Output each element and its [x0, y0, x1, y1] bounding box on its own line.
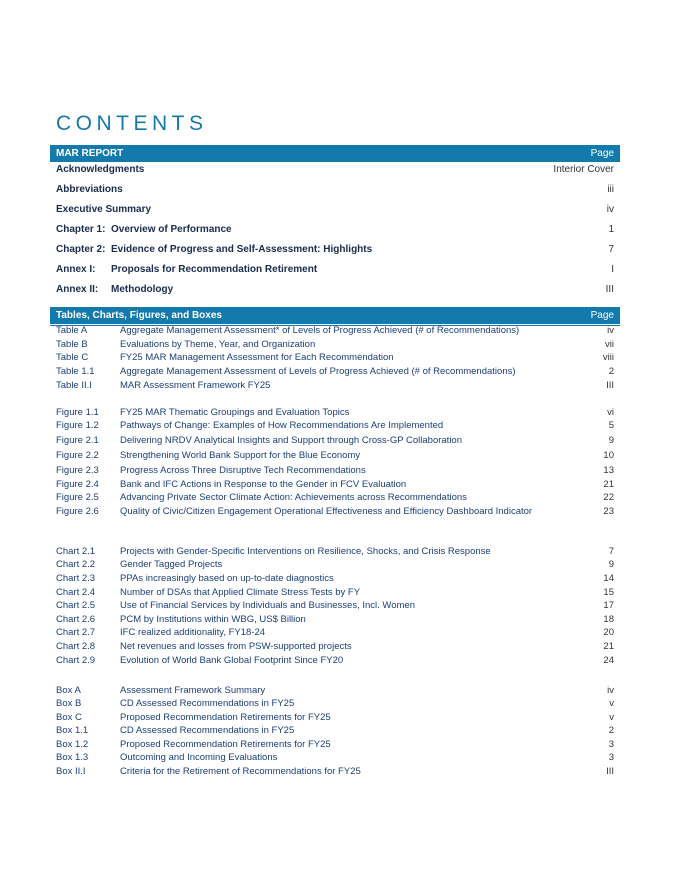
toc-entry-label: Figure 2.2	[56, 450, 99, 461]
toc-entry-title: Evolution of World Bank Global Footprint Since FY20	[120, 655, 344, 666]
toc-entry-figure[interactable]	[56, 420, 614, 433]
mar-report-header	[50, 145, 620, 162]
toc-entry-title: Proposed Recommendation Retirements for FY25	[120, 712, 331, 723]
toc-entry-table[interactable]	[56, 380, 614, 393]
toc-entry-title: Evaluations by Theme, Year, and Organization	[120, 339, 316, 350]
toc-entry-figure[interactable]	[56, 407, 614, 420]
toc-entry-label: Box II.I	[56, 766, 86, 777]
toc-entry-chart[interactable]	[56, 614, 614, 627]
toc-entry-table[interactable]	[56, 325, 614, 338]
toc-entry-chart[interactable]	[56, 546, 614, 559]
toc-entry-label: Acknowledgments	[56, 164, 145, 175]
toc-entry-page: 5	[608, 420, 614, 431]
toc-entry-title: Criteria for the Retirement of Recommendations for FY25	[120, 766, 361, 777]
mar-report-page-header: Page	[590, 148, 614, 159]
toc-entry-page: 21	[603, 641, 614, 652]
toc-entry-page: 10	[603, 450, 614, 461]
toc-entry-box[interactable]	[56, 698, 614, 711]
toc-entry-label: Chart 2.8	[56, 641, 96, 652]
toc-entry-label: Figure 2.4	[56, 479, 99, 490]
toc-entry-label: Box 1.3	[56, 752, 89, 763]
toc-entry-page: 18	[603, 614, 614, 625]
toc-entry-label: Figure 1.2	[56, 420, 99, 431]
toc-entry-label: Table B	[56, 339, 88, 350]
toc-entry-title: Projects with Gender-Specific Interventions on Resilience, Shocks, and Crisis Response	[120, 546, 491, 557]
toc-entry-annex-1[interactable]	[56, 264, 614, 278]
toc-entry-page: 3	[608, 752, 614, 763]
toc-entry-chart[interactable]	[56, 573, 614, 586]
toc-entry-label: Box 1.1	[56, 725, 89, 736]
toc-entry-title: Evidence of Progress and Self-Assessment: Highlights	[111, 244, 373, 255]
toc-entry-chart[interactable]	[56, 627, 614, 640]
toc-entry-label: Table C	[56, 352, 89, 363]
toc-entry-page: 7	[608, 244, 614, 255]
toc-entry-label: Chart 2.2	[56, 559, 96, 570]
toc-entry-label: Figure 2.6	[56, 506, 99, 517]
toc-entry-title: PCM by Institutions within WBG, US$ Billion	[120, 614, 306, 625]
toc-entry-label: Chart 2.9	[56, 655, 96, 666]
toc-entry-page: 2	[608, 725, 614, 736]
toc-entry-title: Proposals for Recommendation Retirement	[111, 264, 318, 275]
toc-entry-title: Methodology	[111, 284, 174, 295]
toc-entry-label: Box A	[56, 685, 81, 696]
toc-entry-page: 13	[603, 465, 614, 476]
toc-entry-title: FY25 MAR Thematic Groupings and Evaluation Topics	[120, 407, 350, 418]
toc-entry-title: Assessment Framework Summary	[120, 685, 266, 696]
toc-entry-title: IFC realized additionality, FY18-24	[120, 627, 266, 638]
toc-entry-label: Annex I:	[56, 264, 96, 275]
toc-entry-executive-summary[interactable]	[56, 204, 614, 218]
toc-entry-label: Figure 1.1	[56, 407, 99, 418]
toc-entry-title: Strengthening World Bank Support for the Blue Economy	[120, 450, 361, 461]
toc-entry-page: III	[606, 766, 614, 777]
toc-entry-title: Quality of Civic/Citizen Engagement Operational Effectiveness and Efficiency Dashboard Indicator	[120, 506, 533, 517]
toc-entry-page: 2	[608, 366, 614, 377]
toc-entry-label: Figure 2.3	[56, 465, 99, 476]
toc-entry-chart[interactable]	[56, 600, 614, 613]
toc-entry-page: iv	[607, 325, 614, 336]
toc-entry-box[interactable]	[56, 712, 614, 725]
toc-entry-page: iv	[607, 685, 614, 696]
toc-entry-title: Use of Financial Services by Individuals and Businesses, Incl. Women	[120, 600, 415, 611]
toc-entry-title: Gender Tagged Projects	[120, 559, 223, 570]
toc-entry-title: Aggregate Management Assessment* of Levels of Progress Achieved (# of Recommendations)	[120, 325, 520, 336]
toc-entry-page: III	[606, 380, 614, 391]
toc-entry-label: Chart 2.6	[56, 614, 96, 625]
toc-entry-chart[interactable]	[56, 655, 614, 668]
toc-entry-page: I	[611, 264, 614, 275]
toc-entry-figure[interactable]	[56, 450, 614, 463]
toc-entry-label: Box 1.2	[56, 739, 89, 750]
tables-section-page-header: Page	[590, 310, 614, 321]
toc-entry-abbreviations[interactable]	[56, 184, 614, 198]
toc-entry-page: 24	[603, 655, 614, 666]
toc-entry-figure[interactable]	[56, 435, 614, 448]
toc-entry-chart[interactable]	[56, 559, 614, 572]
toc-entry-page: vii	[605, 339, 614, 350]
toc-entry-title: Aggregate Management Assessment of Levels of Progress Achieved (# of Recommendations)	[120, 366, 516, 377]
toc-entry-box[interactable]	[56, 725, 614, 738]
toc-entry-title: CD Assessed Recommendations in FY25	[120, 698, 295, 709]
toc-entry-page: 9	[608, 559, 614, 570]
toc-entry-title: Delivering NRDV Analytical Insights and Support through Cross-GP Collaboration	[120, 435, 462, 446]
toc-entry-title: CD Assessed Recommendations in FY25	[120, 725, 295, 736]
toc-entry-label: Annex II:	[56, 284, 99, 295]
tables-section-header	[50, 307, 620, 324]
toc-entry-label: Abbreviations	[56, 184, 123, 195]
toc-entry-title: Pathways of Change: Examples of How Recommendations Are Implemented	[120, 420, 444, 431]
toc-entry-label: Figure 2.1	[56, 435, 99, 446]
toc-entry-title: Advancing Private Sector Climate Action: Achievements across Recommendations	[120, 492, 467, 503]
toc-entry-box[interactable]	[56, 739, 614, 752]
toc-entry-label: Chapter 1:	[56, 224, 106, 235]
toc-entry-title: Bank and IFC Actions in Response to the Gender in FCV Evaluation	[120, 479, 407, 490]
toc-entry-title: FY25 MAR Management Assessment for Each Recommendation	[120, 352, 394, 363]
toc-entry-chart[interactable]	[56, 641, 614, 654]
toc-entry-page: 3	[608, 739, 614, 750]
toc-entry-label: Table 1.1	[56, 366, 95, 377]
toc-entry-page: 22	[603, 492, 614, 503]
toc-entry-title: MAR Assessment Framework FY25	[120, 380, 271, 391]
toc-entry-page: 14	[603, 573, 614, 584]
toc-entry-title: Proposed Recommendation Retirements for FY25	[120, 739, 331, 750]
toc-entry-page: vi	[607, 407, 614, 418]
toc-entry-page: iv	[606, 204, 614, 215]
page-title: CONTENTS	[56, 112, 208, 135]
toc-entry-figure[interactable]	[56, 465, 614, 478]
toc-entry-box[interactable]	[56, 752, 614, 765]
toc-entry-title: PPAs increasingly based on up-to-date diagnostics	[120, 573, 334, 584]
toc-entry-title: Progress Across Three Disruptive Tech Recommendations	[120, 465, 366, 476]
toc-entry-page: 21	[603, 479, 614, 490]
toc-entry-title: Number of DSAs that Applied Climate Stress Tests by FY	[120, 587, 361, 598]
toc-entry-page: 1	[608, 224, 614, 235]
toc-entry-label: Box B	[56, 698, 82, 709]
toc-entry-page: 23	[603, 506, 614, 517]
toc-entry-table[interactable]	[56, 339, 614, 352]
toc-entry-label: Box C	[56, 712, 82, 723]
toc-entry-label: Chart 2.4	[56, 587, 96, 598]
mar-report-header-label: MAR REPORT	[56, 148, 124, 159]
toc-entry-table[interactable]	[56, 366, 614, 379]
toc-entry-title: Net revenues and losses from PSW-supported projects	[120, 641, 352, 652]
toc-entry-box[interactable]	[56, 685, 614, 698]
toc-entry-chapter-1[interactable]	[56, 224, 614, 238]
toc-entry-box[interactable]	[56, 766, 614, 779]
toc-entry-page: 17	[603, 600, 614, 611]
toc-entry-acknowledgments[interactable]	[56, 164, 614, 178]
toc-entry-page: 9	[608, 435, 614, 446]
toc-entry-figure[interactable]	[56, 479, 614, 492]
toc-entry-label: Chapter 2:	[56, 244, 106, 255]
toc-entry-table[interactable]	[56, 352, 614, 365]
toc-entry-chapter-2[interactable]	[56, 244, 614, 258]
toc-entry-label: Chart 2.3	[56, 573, 96, 584]
toc-entry-chart[interactable]	[56, 587, 614, 600]
toc-entry-page: iii	[607, 184, 614, 195]
toc-entry-page: v	[609, 698, 614, 709]
toc-entry-label: Chart 2.5	[56, 600, 96, 611]
toc-entry-label: Executive Summary	[56, 204, 152, 215]
toc-entry-annex-2[interactable]	[56, 284, 614, 298]
toc-entry-page: 15	[603, 587, 614, 598]
toc-entry-figure[interactable]	[56, 506, 614, 519]
toc-entry-page: v	[609, 712, 614, 723]
toc-entry-label: Chart 2.1	[56, 546, 96, 557]
toc-entry-label: Table II.I	[56, 380, 92, 391]
toc-entry-label: Figure 2.5	[56, 492, 99, 503]
toc-entry-title: Overview of Performance	[111, 224, 232, 235]
toc-entry-page: viii	[602, 352, 614, 363]
toc-entry-page: 7	[608, 546, 614, 557]
toc-entry-label: Chart 2.7	[56, 627, 96, 638]
toc-entry-page: III	[605, 284, 614, 295]
toc-entry-page: 20	[603, 627, 614, 638]
toc-entry-page: Interior Cover	[553, 164, 614, 175]
toc-entry-title: Outcoming and Incoming Evaluations	[120, 752, 278, 763]
toc-entry-label: Table A	[56, 325, 88, 336]
toc-entry-figure[interactable]	[56, 492, 614, 505]
tables-section-header-label: Tables, Charts, Figures, and Boxes	[56, 310, 222, 321]
